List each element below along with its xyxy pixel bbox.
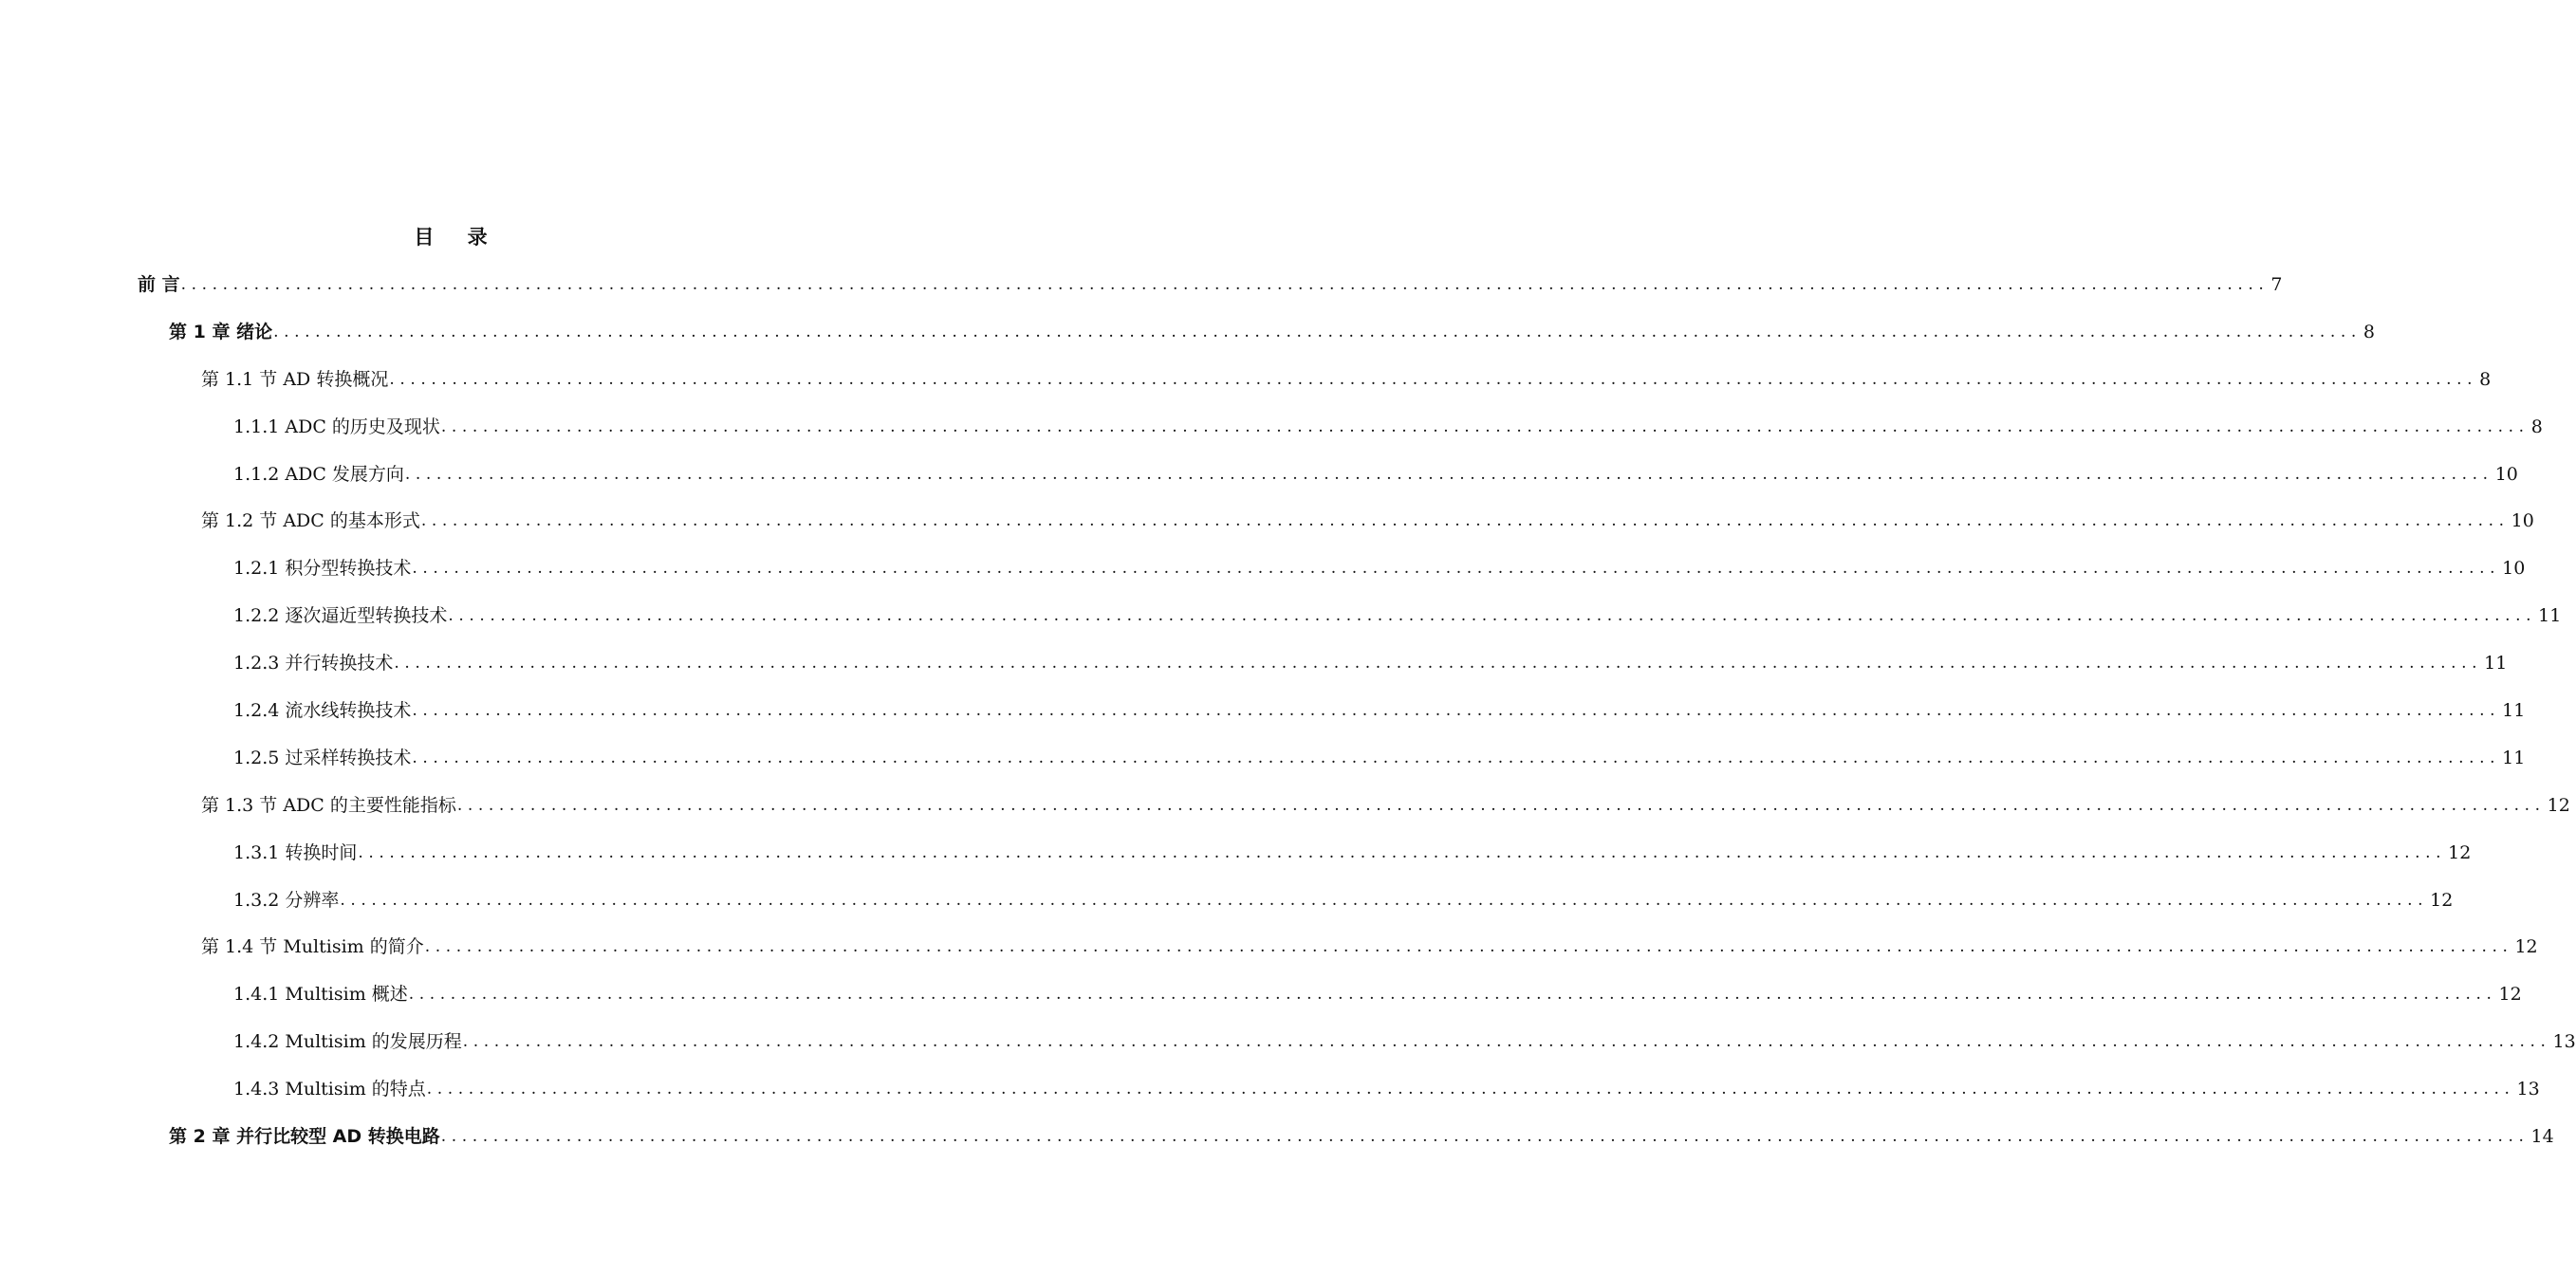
toc-entry-label: 第 2 章 并行比较型 AD 转换电路 [169, 1126, 440, 1148]
toc-entry-link[interactable] [233, 599, 2562, 633]
toc-entry-link[interactable] [233, 741, 2526, 775]
toc-row [0, 410, 2543, 457]
toc-entry-label: 1.2.5 过采样转换技术 [233, 747, 412, 768]
toc-entry-link[interactable] [169, 315, 2375, 349]
toc-row [0, 883, 2454, 931]
toc-row [0, 1119, 2554, 1167]
toc-row [0, 1025, 2576, 1072]
toc-row [0, 788, 2570, 836]
toc-page-number: 8 [2363, 321, 2375, 342]
toc-dot-leader: ........................................................................................................................................................................................................ [440, 1127, 2530, 1147]
toc-entry-link[interactable] [201, 362, 2492, 397]
toc-list [0, 268, 2576, 1167]
toc-entry-label: 1.2.2 逐次逼近型转换技术 [233, 605, 448, 627]
toc-page-number: 11 [2538, 605, 2562, 627]
toc-dot-leader: ........................................................................................................................................................................................................ [408, 985, 2497, 1005]
toc-entry-label: 第 1 章 绪论 [169, 321, 273, 342]
toc-dot-leader: ........................................................................................................................................................................................................ [462, 1032, 2551, 1052]
toc-entry-link[interactable] [201, 504, 2534, 538]
toc-entry-label: 第 1.2 节 ADC 的基本形式 [201, 510, 420, 532]
toc-entry-label: 1.3.1 转换时间 [233, 841, 358, 863]
toc-dot-leader: ........................................................................................................................................................................................................ [340, 890, 2429, 910]
toc-page-number: 14 [2530, 1126, 2554, 1148]
toc-title: 目 录 [414, 226, 501, 249]
toc-dot-leader: ........................................................................................................................................................................................................ [412, 559, 2501, 579]
toc-entry-link[interactable] [233, 1025, 2576, 1059]
toc-entry-label: 1.1.1 ADC 的历史及现状 [233, 416, 440, 437]
toc-row [0, 551, 2526, 599]
toc-row [0, 599, 2562, 646]
toc-page-number: 13 [2516, 1079, 2540, 1100]
toc-page-number: 11 [2502, 747, 2526, 768]
toc-entry-label: 1.2.3 并行转换技术 [233, 653, 394, 674]
toc-row [0, 693, 2526, 741]
toc-page-number: 10 [2494, 463, 2518, 485]
toc-entry-link[interactable] [201, 788, 2570, 822]
toc-row [0, 362, 2492, 410]
toc-entry-label: 1.2.4 流水线转换技术 [233, 700, 412, 722]
toc-row [0, 646, 2508, 693]
toc-page-number: 7 [2270, 274, 2283, 295]
toc-dot-leader: ........................................................................................................................................................................................................ [180, 275, 2270, 294]
toc-row [0, 504, 2534, 551]
toc-entry-link[interactable] [169, 1119, 2554, 1154]
toc-dot-leader: ........................................................................................................................................................................................................ [424, 937, 2513, 957]
toc-dot-leader: ........................................................................................................................................................................................................ [426, 1080, 2515, 1099]
toc-row [0, 1072, 2540, 1119]
toc-page-number: 12 [2448, 841, 2472, 863]
toc-entry-link[interactable] [233, 646, 2508, 680]
toc-page-number: 8 [2479, 368, 2492, 390]
toc-row [0, 315, 2375, 362]
toc-dot-leader: ........................................................................................................................................................................................................ [420, 511, 2510, 531]
toc-page-number: 12 [2498, 984, 2522, 1006]
toc-page-number: 10 [2511, 510, 2534, 532]
toc-row [0, 977, 2522, 1025]
toc-row [0, 836, 2472, 883]
toc-entry-label: 1.4.1 Multisim 概述 [233, 984, 408, 1006]
toc-entry-link[interactable] [138, 268, 2283, 302]
toc-entry-link[interactable] [233, 693, 2526, 728]
toc-row [0, 268, 2283, 315]
toc-dot-leader: ........................................................................................................................................................................................................ [412, 748, 2501, 767]
toc-page-number: 11 [2502, 700, 2526, 722]
toc-page-number: 8 [2530, 416, 2543, 437]
toc-entry-label: 1.4.2 Multisim 的发展历程 [233, 1031, 462, 1053]
toc-dot-leader: ........................................................................................................................................................................................................ [358, 842, 2447, 862]
toc-page-number: 10 [2502, 558, 2526, 580]
toc-page-number: 11 [2484, 653, 2508, 674]
toc-dot-leader: ........................................................................................................................................................................................................ [448, 606, 2537, 626]
toc-dot-leader: ........................................................................................................................................................................................................ [412, 701, 2501, 721]
toc-dot-leader: ........................................................................................................................................................................................................ [273, 322, 2362, 342]
toc-dot-leader: ........................................................................................................................................................................................................ [394, 654, 2483, 674]
toc-row [0, 741, 2526, 788]
toc-entry-label: 1.3.2 分辨率 [233, 889, 340, 911]
toc-page-number: 12 [2547, 794, 2570, 816]
toc-entry-link[interactable] [233, 1072, 2540, 1106]
toc-entry-label: 第 1.4 节 Multisim 的简介 [201, 936, 424, 958]
toc-page-number: 12 [2514, 936, 2538, 958]
toc-entry-label: 第 1.3 节 ADC 的主要性能指标 [201, 794, 456, 816]
toc-entry-label: 1.1.2 ADC 发展方向 [233, 463, 404, 485]
toc-row [0, 457, 2518, 505]
toc-entry-link[interactable] [201, 930, 2538, 964]
toc-entry-link[interactable] [233, 551, 2526, 585]
toc-entry-link[interactable] [233, 977, 2522, 1011]
toc-entry-label: 1.2.1 积分型转换技术 [233, 558, 412, 580]
toc-entry-link[interactable] [233, 457, 2518, 491]
toc-entry-label: 1.4.3 Multisim 的特点 [233, 1079, 426, 1100]
toc-page-number: 13 [2552, 1031, 2576, 1053]
toc-row [0, 930, 2538, 977]
toc-entry-label: 第 1.1 节 AD 转换概况 [201, 368, 389, 390]
toc-dot-leader: ........................................................................................................................................................................................................ [404, 464, 2493, 484]
toc-entry-link[interactable] [233, 836, 2472, 870]
toc-entry-link[interactable] [233, 410, 2543, 444]
toc-dot-leader: ........................................................................................................................................................................................................ [440, 416, 2530, 436]
toc-page-number: 12 [2430, 889, 2454, 911]
toc-dot-leader: ........................................................................................................................................................................................................ [389, 369, 2478, 389]
toc-entry-link[interactable] [233, 883, 2454, 917]
toc-entry-label: 前 言 [138, 274, 180, 295]
toc-dot-leader: ........................................................................................................................................................................................................ [456, 795, 2546, 815]
